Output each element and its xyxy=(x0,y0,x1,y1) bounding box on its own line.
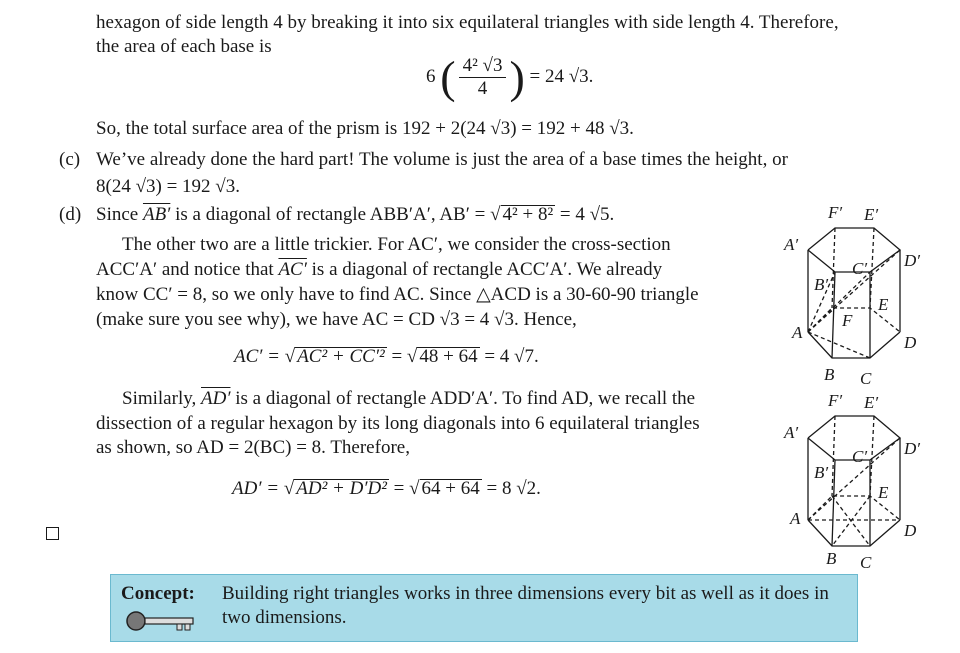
end-of-proof-box xyxy=(46,527,59,540)
svg-text:B′: B′ xyxy=(814,463,829,482)
svg-text:A′: A′ xyxy=(784,235,799,254)
concept-heading: Concept: xyxy=(121,583,195,604)
svg-text:E′: E′ xyxy=(864,205,879,224)
radicand: AC² + CC′² xyxy=(297,346,385,367)
item-label-c: (c) xyxy=(59,149,81,170)
radicand: 64 + 64 xyxy=(421,478,480,499)
svg-text:A′: A′ xyxy=(784,423,799,442)
segment-ab-prime: AB′ xyxy=(142,204,171,225)
hexagonal-prism-figures xyxy=(770,200,930,570)
svg-text:D: D xyxy=(904,333,917,352)
svg-text:F′: F′ xyxy=(828,391,843,410)
svg-text:F′: F′ xyxy=(828,203,843,222)
paragraph-line: (make sure you see why), we have AC = CD √3 = 4 √3. Hence, xyxy=(96,309,577,330)
equation-ac-prime: AC′ = √ AC² + CC′² = √ 48 + 64 = 4 √7. xyxy=(234,346,539,367)
svg-text:A: A xyxy=(792,323,803,342)
paragraph-line: Since AB′ is a diagonal of rectangle ABB′A′, AB′ = √ 4² + 8² = 4 √5. xyxy=(96,204,615,225)
fraction xyxy=(459,55,507,100)
eq-rhs: = 24 √3. xyxy=(529,66,594,87)
equation-base-area: 6 ( $\frac{\text{4² √3}}{4}$ ) = 24 √3. xyxy=(426,51,594,103)
svg-text:A: A xyxy=(790,509,801,528)
svg-text:B′: B′ xyxy=(814,275,829,294)
concept-box xyxy=(110,574,858,642)
svg-text:C′: C′ xyxy=(852,447,868,466)
paragraph-line: So, the total surface area of the prism is 192 + 2(24 √3) = 192 + 48 √3. xyxy=(96,118,634,139)
concept-body: Building right triangles works in three dimensions every bit as well as it does in two dimensions. xyxy=(222,583,829,628)
paragraph-line: We’ve already done the hard part! The volume is just the area of a base times the height, or xyxy=(96,149,788,170)
eq-coefficient: 6 xyxy=(426,66,436,87)
svg-text:B: B xyxy=(824,365,835,384)
paragraph-line: know CC′ = 8, so we only have to find AC. Since △ACD is a 30-60-90 triangle xyxy=(96,284,699,305)
paragraph-line: 8(24 √3) = 192 √3. xyxy=(96,176,240,197)
svg-text:E: E xyxy=(878,295,889,314)
paragraph-line: dissection of a regular hexagon by its long diagonals into 6 equilateral triangles xyxy=(96,413,700,434)
svg-text:D′: D′ xyxy=(904,439,920,458)
svg-text:D: D xyxy=(904,521,917,540)
svg-text:E: E xyxy=(878,483,889,502)
paragraph-line: The other two are a little trickier. For AC′, we consider the cross-section xyxy=(122,234,671,255)
paragraph-line: the area of each base is xyxy=(96,36,272,57)
svg-text:C′: C′ xyxy=(852,259,868,278)
svg-text:B: B xyxy=(826,549,837,568)
svg-text:C: C xyxy=(860,553,872,570)
svg-text:C: C xyxy=(860,369,872,388)
svg-text:D′: D′ xyxy=(904,251,920,270)
paragraph-line: Similarly, AD′ is a diagonal of rectangle ADD′A′. To find AD, we recall the xyxy=(122,388,696,409)
segment-ac-prime: AC′ xyxy=(278,259,307,280)
equation-ad-prime: AD′ = √ AD² + D′D² = √ 64 + 64 = 8 √2. xyxy=(232,478,541,499)
svg-text:E′: E′ xyxy=(864,393,879,412)
item-label-d: (d) xyxy=(59,204,82,225)
segment-ad-prime: AD′ xyxy=(201,388,231,409)
radicand: 48 + 64 xyxy=(419,346,478,367)
paragraph-line: ACC′A′ and notice that AC′ is a diagonal of rectangle ACC′A′. We already xyxy=(96,259,663,280)
radicand: 4² + 8² xyxy=(502,204,554,225)
fraction-denominator: 4 xyxy=(477,78,488,100)
fraction-numerator: 4² √3 xyxy=(459,55,507,78)
key-icon xyxy=(125,609,205,633)
paragraph-line: hexagon of side length 4 by breaking it into six equilateral triangles with side length 4. Therefore, xyxy=(96,12,839,33)
radicand: AD² + D′D² xyxy=(296,478,387,499)
svg-text:F: F xyxy=(842,311,853,330)
paragraph-line: as shown, so AD = 2(BC) = 8. Therefore, xyxy=(96,437,410,458)
